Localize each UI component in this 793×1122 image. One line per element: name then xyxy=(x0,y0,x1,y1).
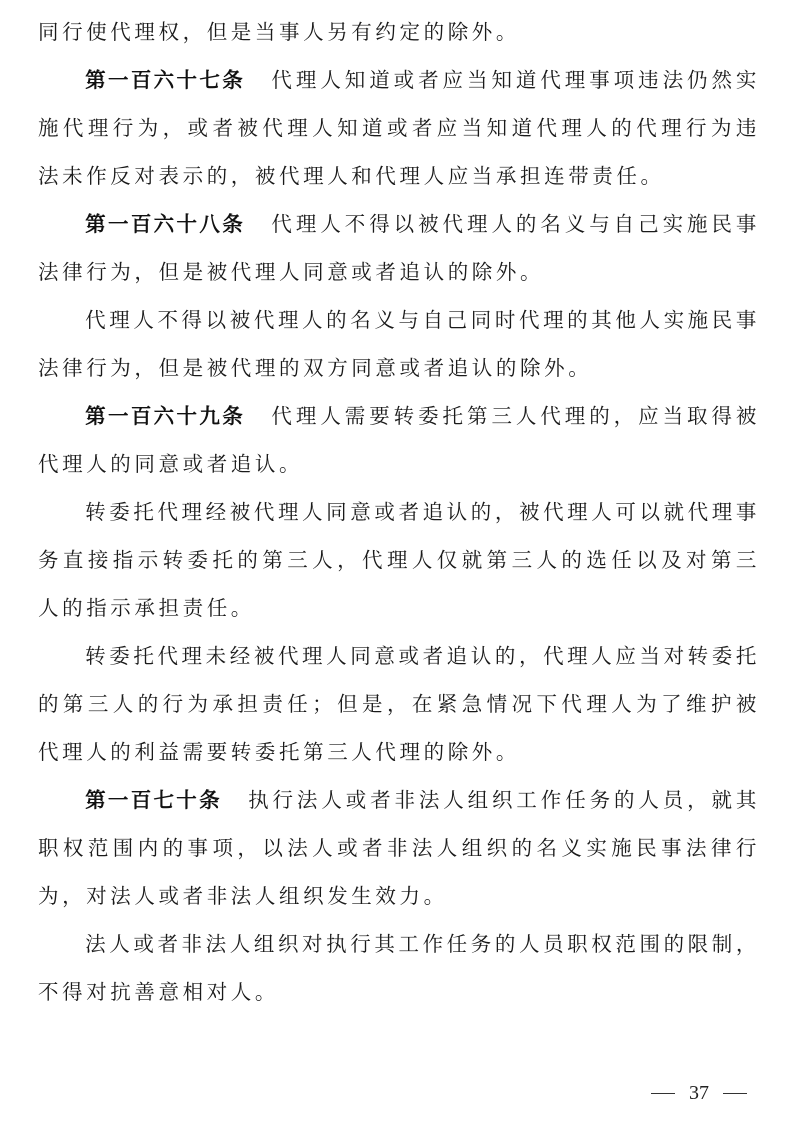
article-paragraph xyxy=(38,776,760,920)
paragraph xyxy=(38,488,760,632)
page-number xyxy=(651,1082,747,1105)
paragraph-text: 代理人不得以被代理人的名义与自己同时代理的其他人实施民事法律行为，但是被代理的双方同意或者追认的除外。 xyxy=(38,308,760,380)
paragraph xyxy=(38,920,760,1016)
paragraph-text: 转委托代理经被代理人同意或者追认的，被代理人可以就代理事务直接指示转委托的第三人，代理人仅就第三人的选任以及对第三人的指示承担责任。 xyxy=(38,500,760,620)
article-number: 第一百六十九条 xyxy=(85,404,246,428)
article-paragraph xyxy=(38,56,760,200)
dash-right xyxy=(723,1093,747,1094)
article-number: 第一百六十七条 xyxy=(85,68,246,92)
paragraph-text: 同行使代理权，但是当事人另有约定的除外。 xyxy=(38,20,520,44)
paragraph-text: 代理人需要转委托第三人代理的，应当取得被代理人的同意或者追认。 xyxy=(38,404,761,476)
article-paragraph xyxy=(38,392,760,488)
paragraph-text: 转委托代理未经被代理人同意或者追认的，代理人应当对转委托的第三人的行为承担责任；但是，在紧急情况下代理人为了维护被代理人的利益需要转委托第三人代理的除外。 xyxy=(38,644,760,764)
page-number-text: 37 xyxy=(689,1082,709,1104)
paragraph xyxy=(38,8,760,56)
article-paragraph xyxy=(38,200,760,296)
document-body xyxy=(38,8,760,1016)
article-number: 第一百七十条 xyxy=(85,788,222,812)
article-number: 第一百六十八条 xyxy=(85,212,246,236)
paragraph xyxy=(38,632,760,776)
paragraph-text: 执行法人或者非法人组织工作任务的人员，就其职权范围内的事项，以法人或者非法人组织的名义实施民事法律行为，对法人或者非法人组织发生效力。 xyxy=(38,788,761,908)
paragraph xyxy=(38,296,760,392)
paragraph-text: 法人或者非法人组织对执行其工作任务的人员职权范围的限制，不得对抗善意相对人。 xyxy=(38,932,760,1004)
dash-left xyxy=(651,1093,675,1094)
paragraph-text: 代理人不得以被代理人的名义与自己实施民事法律行为，但是被代理人同意或者追认的除外。 xyxy=(38,212,761,284)
paragraph-text: 代理人知道或者应当知道代理事项违法仍然实施代理行为，或者被代理人知道或者应当知道代理人的代理行为违法未作反对表示的，被代理人和代理人应当承担连带责任。 xyxy=(38,68,761,188)
